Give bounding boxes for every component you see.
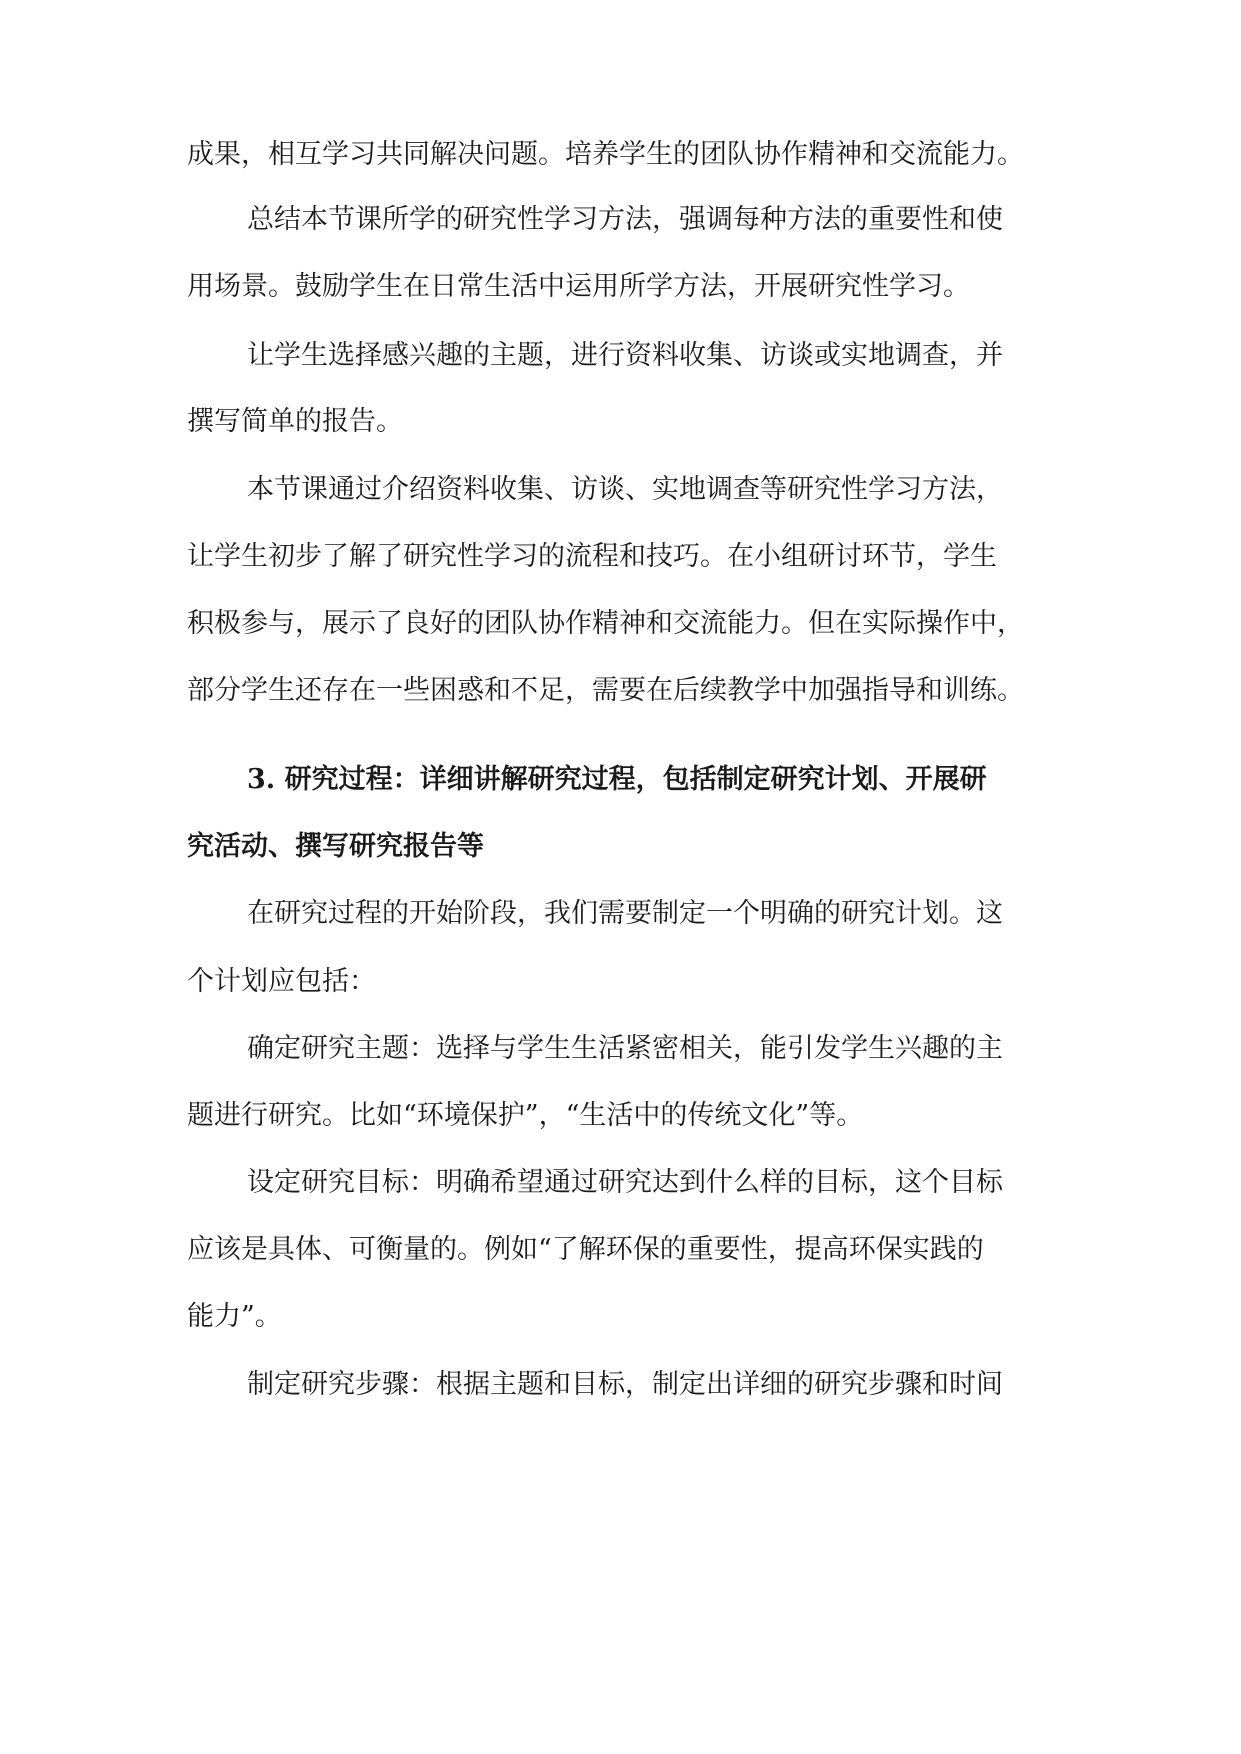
text-line: 确定研究主题：选择与学生生活紧密相关，能引发学生兴趣的主: [247, 1033, 1003, 1064]
text-line: 能力”。: [187, 1301, 282, 1332]
text-line: 应该是具体、可衡量的。例如“了解环保的重要性，提高环保实践的: [187, 1234, 984, 1265]
text-line: 设定研究目标：明确希望通过研究达到什么样的目标，这个目标: [247, 1167, 1003, 1198]
text-line: 制定研究步骤：根据主题和目标，制定出详细的研究步骤和时间: [247, 1369, 1003, 1400]
text-line: 题进行研究。比如“环境保护”，“生活中的传统文化”等。: [187, 1100, 864, 1131]
text-line: 本节课通过介绍资料收集、访谈、实地调查等研究性学习方法，: [247, 474, 1003, 505]
text-line: 让学生初步了解了研究性学习的流程和技巧。在小组研讨环节，学生: [187, 541, 997, 572]
text-line: 在研究过程的开始阶段，我们需要制定一个明确的研究计划。这: [247, 898, 1003, 929]
text-line: 个计划应包括：: [187, 966, 376, 997]
text-line: 总结本节课所学的研究性学习方法，强调每种方法的重要性和使: [247, 204, 1003, 235]
section-heading-line: 3. 研究过程：详细讲解研究过程，包括制定研究计划、开展研: [247, 764, 987, 795]
text-line: 撰写简单的报告。: [187, 406, 403, 437]
section-heading-line: 究活动、撰写研究报告等: [187, 831, 484, 862]
text-line: 让学生选择感兴趣的主题，进行资料收集、访谈或实地调查，并: [247, 340, 1003, 371]
text-line: 成果，相互学习共同解决问题。培养学生的团队协作精神和交流能力。: [187, 139, 1024, 170]
text-line: 部分学生还存在一些困惑和不足，需要在后续教学中加强指导和训练。: [187, 675, 1024, 706]
text-line: 积极参与，展示了良好的团队协作精神和交流能力。但在实际操作中，: [187, 608, 1024, 639]
text-line: 用场景。鼓励学生在日常生活中运用所学方法，开展研究性学习。: [187, 271, 970, 302]
